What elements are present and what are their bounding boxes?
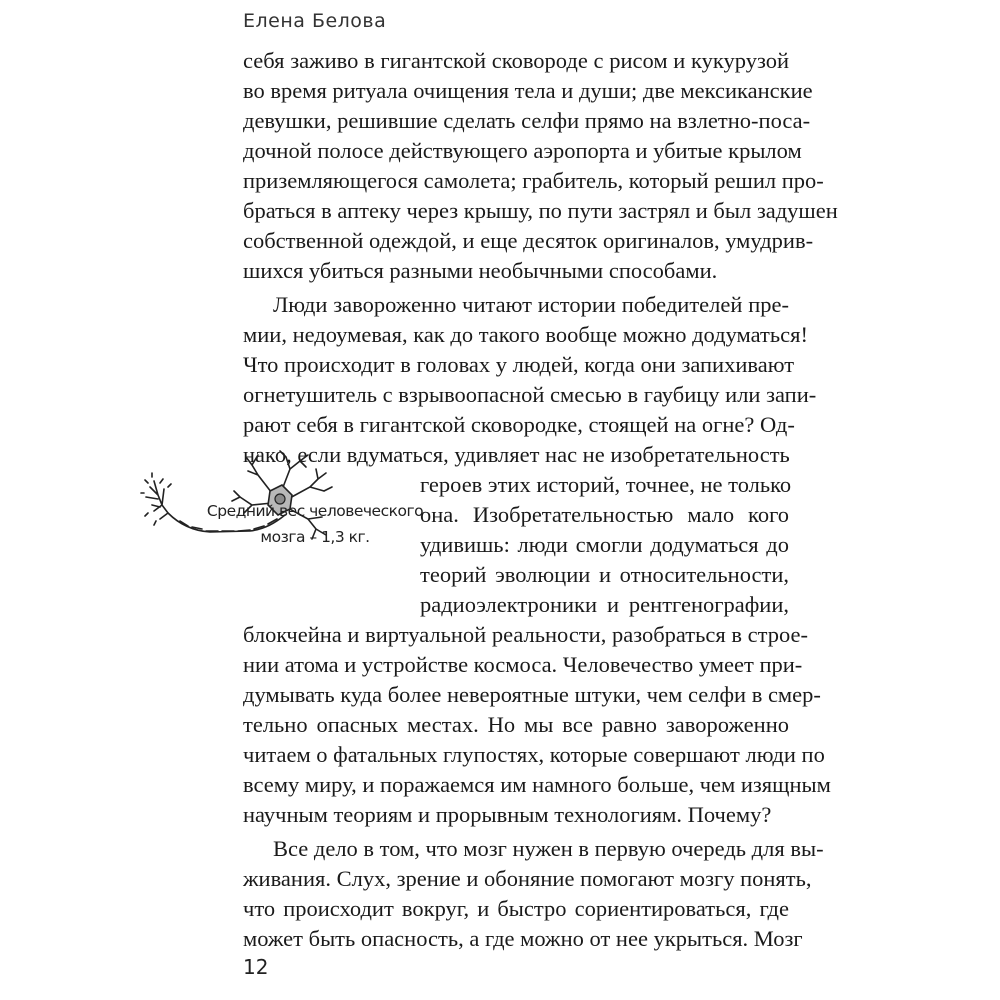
page-number: 12 [243, 955, 269, 979]
text-line: думывать куда более невероятные штуки, чем селфи в смер- [243, 682, 821, 707]
text-line: теорий эволюции и относительности, [420, 562, 789, 587]
text-line: может быть опасность, а где можно от нее укрыться. Мозг [243, 926, 803, 951]
text-line: она. Изобретательностью мало кого [420, 502, 789, 527]
text-line: всему миру, и поражаемся им намного больше, чем изящным [243, 772, 831, 797]
text-line: девушки, решившие сделать селфи прямо на взлетно-поса- [243, 108, 811, 133]
text-line: мии, недоумевая, как до такого вообще можно додуматься! [243, 322, 808, 347]
text-line: дочной полосе действующего аэропорта и убитые крылом [243, 138, 802, 163]
text-line: Все дело в том, что мозг нужен в первую очередь для вы- [273, 836, 824, 861]
text-line: нако, если вдуматься, удивляет нас не изобретательность [243, 442, 790, 467]
text-line: читаем о фатальных глупостях, которые совершают люди по [243, 742, 825, 767]
sidebar-caption-line: Средний вес человеческого [206, 502, 424, 520]
running-head-author: Елена Белова [243, 10, 387, 32]
text-line: научным теориям и прорывным технологиям. Почему? [243, 802, 772, 827]
text-line: героев этих историй, точнее, не только [420, 472, 792, 497]
text-line: Люди завороженно читают истории победителей пре- [273, 292, 789, 317]
text-line: радиоэлектроники и рентгенографии, [420, 592, 789, 617]
text-line: Что происходит в головах у людей, когда они запихивают [243, 352, 795, 377]
text-line: собственной одеждой, и еще десяток оригиналов, умудрив- [243, 228, 814, 253]
text-line: что происходит вокруг, и быстро сориентироваться, где [243, 896, 789, 921]
text-line: блокчейна и виртуальной реальности, разобраться в строе- [243, 622, 808, 647]
text-line: живания. Слух, зрение и обоняние помогают мозгу понять, [243, 866, 812, 891]
text-line: рают себя в гигантской сковородке, стоящей на огне? Од- [243, 412, 795, 437]
sidebar-caption-line: мозга – 1,3 кг. [260, 528, 370, 546]
text-line: огнетушитель с взрывоопасной смесью в гаубицу или запи- [243, 382, 817, 407]
text-line: тельно опасных местах. Но мы все равно завороженно [243, 712, 789, 737]
text-line: приземляющегося самолета; грабитель, который решил про- [243, 168, 824, 193]
text-line: во время ритуала очищения тела и души; две мексиканские [243, 78, 813, 103]
text-line: нии атома и устройстве космоса. Человечество умеет при- [243, 652, 803, 677]
text-line: браться в аптеку через крышу, по пути застрял и был задушен [243, 198, 838, 223]
text-line: удивишь: люди смогли додуматься до [420, 532, 789, 557]
text-line: себя заживо в гигантской сковороде с рисом и кукурузой [243, 48, 789, 73]
text-line: шихся убиться разными необычными способами. [243, 258, 718, 283]
